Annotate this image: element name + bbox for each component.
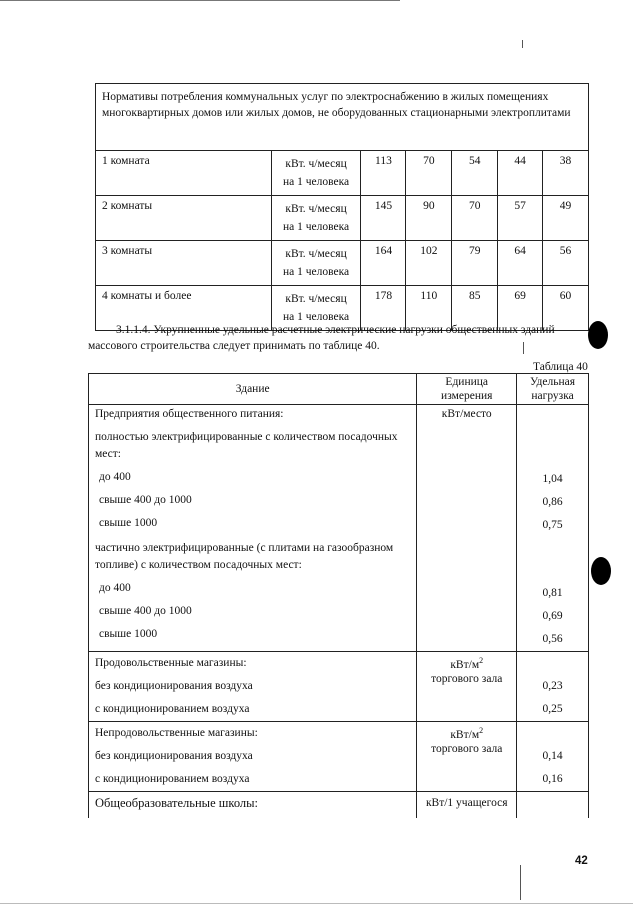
list-item: без кондиционирования воздуха (95, 750, 253, 762)
scan-mark (522, 40, 523, 48)
value-cell: 90 (406, 196, 452, 241)
group-title: Непродовольственные магазины: (95, 727, 258, 739)
nonfood-unit: кВт/$м^2$ торгового зала (417, 722, 517, 792)
scan-mark (523, 342, 524, 354)
nonfood-shops-group (89, 722, 589, 792)
subgroup-title: полностью электрифицированные с количеством посадочных мест: (95, 431, 398, 460)
row-label: 3 комнаты (96, 241, 272, 286)
schools-unit: кВт/1 учащегося (417, 792, 517, 819)
value-cell: 0,86 (542, 496, 563, 508)
row-label: 2 комнаты (96, 196, 272, 241)
value-cell: 178 (361, 286, 406, 331)
value-cell: 49 (543, 196, 589, 241)
value-cell: 44 (498, 151, 543, 196)
catering-group (89, 405, 589, 652)
list-item: свыше 400 до 1000 (99, 605, 192, 617)
group-title: Общеобразовательные школы: (95, 796, 259, 810)
table-row (96, 196, 589, 241)
table1-header: Нормативы потребления коммунальных услуг по электроснабжению в жилых помещениях многоквартирных домов или жилых домов, не оборудованных стационарными электроплитами (96, 84, 589, 151)
value-cell: 64 (498, 241, 543, 286)
value-cell: 110 (406, 286, 452, 331)
value-cell: 85 (452, 286, 498, 331)
value-cell: 102 (406, 241, 452, 286)
value-cell: 70 (406, 151, 452, 196)
list-item: свыше 400 до 1000 (99, 494, 192, 506)
value-cell: 1,04 (542, 473, 563, 485)
scan-mark (520, 865, 521, 900)
value-cell: 79 (452, 241, 498, 286)
group-title: Продовольственные магазины: (95, 657, 247, 669)
binder-hole-mark (591, 557, 611, 585)
consumption-norms-table (95, 83, 589, 331)
list-item: свыше 1000 (99, 628, 158, 640)
value-cell: 0,81 (542, 587, 563, 599)
row-unit: кВт. ч/месяц на 1 человека (271, 241, 361, 286)
row-unit: кВт. ч/месяц на 1 человека (271, 286, 361, 331)
table-row (96, 241, 589, 286)
value-cell: 60 (543, 286, 589, 331)
row-unit: кВт. ч/месяц на 1 человека (271, 196, 361, 241)
value-cell: 38 (543, 151, 589, 196)
list-item: свыше 1000 (99, 517, 158, 529)
value-cell: 56 (543, 241, 589, 286)
row-unit: кВт. ч/месяц на 1 человека (271, 151, 361, 196)
header-unit: Единица измерения (417, 374, 517, 405)
list-item: без кондиционирования воздуха (95, 680, 253, 692)
value-cell: 0,25 (542, 703, 563, 715)
value-cell: 145 (361, 196, 406, 241)
row-label: 4 комнаты и более (96, 286, 272, 331)
value-cell: 164 (361, 241, 406, 286)
table-header-row (89, 374, 589, 405)
schools-group (89, 792, 589, 819)
row-label: 1 комната (96, 151, 272, 196)
list-item: до 400 (99, 582, 131, 594)
bottom-scan-line (0, 903, 633, 904)
binder-hole-mark (588, 321, 608, 349)
value-cell: 70 (452, 196, 498, 241)
value-cell: 0,75 (542, 519, 563, 531)
header-load: Удельная нагрузка (517, 374, 589, 405)
table-row (96, 151, 589, 196)
group-title: Предприятия общественного питания: (95, 408, 284, 420)
list-item: до 400 (99, 471, 131, 483)
value-cell: 0,69 (542, 610, 563, 622)
value-cell: 0,23 (542, 680, 563, 692)
top-scan-line (0, 0, 400, 1)
header-building: Здание (89, 374, 417, 405)
value-cell: 69 (498, 286, 543, 331)
value-cell: 57 (498, 196, 543, 241)
food-shops-group (89, 652, 589, 722)
table-caption: Таблица 40 (533, 361, 588, 373)
list-item: с кондиционированием воздуха (95, 703, 250, 715)
paragraph-3-1-1-4: 3.1.1.4. Укрупненные удельные расчетные электрические нагрузки общественных зданий массового строительства следует принимать по таблице 40. (88, 324, 555, 352)
value-cell: 0,56 (542, 633, 563, 645)
list-item: с кондиционированием воздуха (95, 773, 250, 785)
value-cell: 54 (452, 151, 498, 196)
value-cell: 0,16 (542, 773, 563, 785)
value-cell: 0,14 (542, 750, 563, 762)
subgroup-title: частично электрифицированные (с плитами на газообразном топливе) с количеством посадочных мест: (95, 542, 394, 571)
value-cell: 113 (361, 151, 406, 196)
electrical-loads-table (88, 373, 589, 818)
page-number: 42 (575, 855, 588, 867)
food-unit: кВт/$м^2$ торгового зала (417, 652, 517, 722)
catering-unit: кВт/место (417, 405, 517, 652)
